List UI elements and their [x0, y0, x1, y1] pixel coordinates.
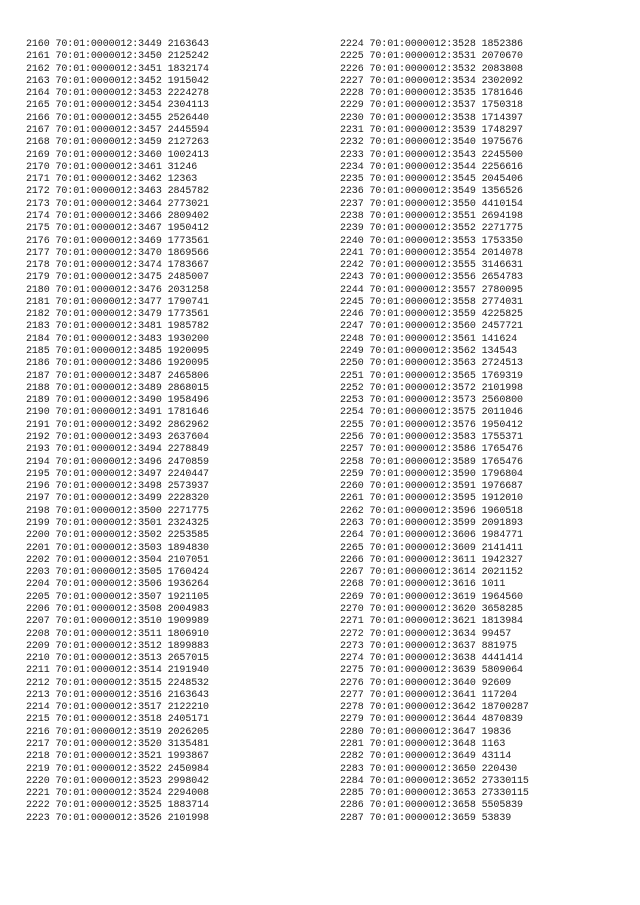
record-row: 2209 70:01:0000012:3512 1899883 — [26, 640, 209, 652]
record-row: 2180 70:01:0000012:3476 2031258 — [26, 284, 209, 296]
record-row: 2183 70:01:0000012:3481 1985782 — [26, 321, 209, 333]
record-row: 2218 70:01:0000012:3521 1993867 — [26, 751, 209, 763]
record-row: 2262 70:01:0000012:3596 1960518 — [340, 505, 523, 517]
record-row: 2181 70:01:0000012:3477 1790741 — [26, 296, 209, 308]
record-row: 2165 70:01:0000012:3454 2304113 — [26, 100, 209, 112]
record-row: 2259 70:01:0000012:3590 1796804 — [340, 468, 523, 480]
record-row: 2250 70:01:0000012:3563 2724513 — [340, 358, 523, 370]
record-row: 2230 70:01:0000012:3538 1714397 — [340, 112, 523, 124]
record-row: 2236 70:01:0000012:3549 1356526 — [340, 186, 523, 198]
record-row: 2276 70:01:0000012:3640 92609 — [340, 677, 512, 689]
record-row: 2270 70:01:0000012:3620 3658285 — [340, 603, 523, 615]
record-row: 2263 70:01:0000012:3599 2091893 — [340, 517, 523, 529]
record-row: 2246 70:01:0000012:3559 4225825 — [340, 309, 523, 321]
record-row: 2251 70:01:0000012:3565 1769319 — [340, 370, 523, 382]
record-row: 2231 70:01:0000012:3539 1748297 — [340, 124, 523, 136]
record-row: 2254 70:01:0000012:3575 2011046 — [340, 407, 523, 419]
record-row: 2207 70:01:0000012:3510 1909989 — [26, 616, 209, 628]
record-row: 2206 70:01:0000012:3508 2004983 — [26, 603, 209, 615]
record-row: 2266 70:01:0000012:3611 1942327 — [340, 554, 523, 566]
record-row: 2176 70:01:0000012:3469 1773561 — [26, 235, 209, 247]
record-row: 2162 70:01:0000012:3451 1832174 — [26, 63, 209, 75]
record-row: 2192 70:01:0000012:3493 2637604 — [26, 432, 209, 443]
record-row: 2243 70:01:0000012:3556 2654783 — [340, 272, 523, 284]
record-row: 2280 70:01:0000012:3647 19836 — [340, 726, 512, 738]
record-row: 2220 70:01:0000012:3523 2998042 — [26, 775, 209, 787]
record-row: 2211 70:01:0000012:3514 2191940 — [26, 665, 209, 677]
record-row: 2271 70:01:0000012:3621 1813984 — [340, 616, 523, 628]
record-row: 2167 70:01:0000012:3457 2445594 — [26, 124, 209, 136]
right-column — [340, 39, 529, 825]
record-row: 2194 70:01:0000012:3496 2470859 — [26, 456, 209, 468]
record-row: 2264 70:01:0000012:3606 1984771 — [340, 530, 523, 542]
record-row: 2241 70:01:0000012:3554 2014078 — [340, 247, 523, 259]
record-row: 2278 70:01:0000012:3642 18700287 — [340, 702, 529, 714]
record-row: 2219 70:01:0000012:3522 2450984 — [26, 763, 209, 775]
record-row: 2166 70:01:0000012:3455 2526440 — [26, 112, 209, 124]
record-row: 2257 70:01:0000012:3586 1765476 — [340, 444, 523, 456]
record-row: 2258 70:01:0000012:3589 1765476 — [340, 456, 523, 468]
record-row: 2240 70:01:0000012:3553 1753350 — [340, 235, 523, 247]
record-row: 2199 70:01:0000012:3501 2324325 — [26, 517, 209, 529]
record-row: 2222 70:01:0000012:3525 1883714 — [26, 800, 209, 812]
record-row: 2212 70:01:0000012:3515 2248532 — [26, 677, 209, 689]
record-row: 2283 70:01:0000012:3650 220430 — [340, 763, 518, 775]
record-row: 2200 70:01:0000012:3502 2253585 — [26, 530, 209, 542]
record-row: 2188 70:01:0000012:3489 2868015 — [26, 382, 209, 394]
record-row: 2284 70:01:0000012:3652 27330115 — [340, 775, 529, 787]
record-row: 2248 70:01:0000012:3561 141624 — [340, 333, 518, 345]
record-row: 2201 70:01:0000012:3503 1894830 — [26, 542, 209, 554]
record-row: 2168 70:01:0000012:3459 2127263 — [26, 137, 209, 149]
record-row: 2234 70:01:0000012:3544 2256616 — [340, 161, 523, 173]
record-row: 2210 70:01:0000012:3513 2657015 — [26, 653, 209, 665]
record-row: 2224 70:01:0000012:3528 1852386 — [340, 39, 523, 50]
record-row: 2186 70:01:0000012:3486 1920095 — [26, 358, 209, 370]
record-row: 2225 70:01:0000012:3531 2070670 — [340, 51, 523, 63]
record-row: 2244 70:01:0000012:3557 2780095 — [340, 284, 523, 296]
record-row: 2256 70:01:0000012:3583 1755371 — [340, 432, 523, 443]
record-row: 2214 70:01:0000012:3517 2122210 — [26, 702, 209, 714]
record-row: 2275 70:01:0000012:3639 5809064 — [340, 665, 523, 677]
left-column — [26, 39, 209, 825]
record-row: 2228 70:01:0000012:3535 1781646 — [340, 88, 523, 100]
record-row: 2255 70:01:0000012:3576 1950412 — [340, 419, 523, 431]
record-row: 2184 70:01:0000012:3483 1930200 — [26, 333, 209, 345]
record-row: 2268 70:01:0000012:3616 1011 — [340, 579, 506, 591]
record-row: 2239 70:01:0000012:3552 2271775 — [340, 223, 523, 235]
record-row: 2164 70:01:0000012:3453 2224278 — [26, 88, 209, 100]
record-row: 2160 70:01:0000012:3449 2163643 — [26, 39, 209, 50]
record-row: 2238 70:01:0000012:3551 2694198 — [340, 210, 523, 222]
record-row: 2229 70:01:0000012:3537 1750318 — [340, 100, 523, 112]
record-row: 2193 70:01:0000012:3494 2278849 — [26, 444, 209, 456]
record-row: 2203 70:01:0000012:3505 1760424 — [26, 567, 209, 579]
record-row: 2182 70:01:0000012:3479 1773561 — [26, 309, 209, 321]
record-row: 2285 70:01:0000012:3653 27330115 — [340, 788, 529, 800]
record-row: 2195 70:01:0000012:3497 2240447 — [26, 468, 209, 480]
record-row: 2174 70:01:0000012:3466 2809402 — [26, 210, 209, 222]
record-row: 2245 70:01:0000012:3558 2774031 — [340, 296, 523, 308]
record-row: 2253 70:01:0000012:3573 2560800 — [340, 395, 523, 407]
record-row: 2269 70:01:0000012:3619 1964560 — [340, 591, 523, 603]
record-row: 2279 70:01:0000012:3644 4870839 — [340, 714, 523, 726]
record-row: 2173 70:01:0000012:3464 2773021 — [26, 198, 209, 210]
record-row: 2272 70:01:0000012:3634 99457 — [340, 628, 512, 640]
record-row: 2215 70:01:0000012:3518 2405171 — [26, 714, 209, 726]
record-row: 2187 70:01:0000012:3487 2465806 — [26, 370, 209, 382]
record-row: 2286 70:01:0000012:3658 5505839 — [340, 800, 523, 812]
record-row: 2213 70:01:0000012:3516 2163643 — [26, 689, 209, 701]
record-row: 2267 70:01:0000012:3614 2021152 — [340, 567, 523, 579]
record-row: 2161 70:01:0000012:3450 2125242 — [26, 51, 209, 63]
record-row: 2221 70:01:0000012:3524 2294008 — [26, 788, 209, 800]
record-row: 2190 70:01:0000012:3491 1781646 — [26, 407, 209, 419]
record-row: 2232 70:01:0000012:3540 1975676 — [340, 137, 523, 149]
record-row: 2265 70:01:0000012:3609 2141411 — [340, 542, 523, 554]
record-row: 2197 70:01:0000012:3499 2228320 — [26, 493, 209, 505]
record-row: 2198 70:01:0000012:3500 2271775 — [26, 505, 209, 517]
record-row: 2172 70:01:0000012:3463 2845782 — [26, 186, 209, 198]
record-row: 2178 70:01:0000012:3474 1783667 — [26, 260, 209, 272]
record-row: 2177 70:01:0000012:3470 1869566 — [26, 247, 209, 259]
record-row: 2287 70:01:0000012:3659 53839 — [340, 812, 512, 824]
record-row: 2223 70:01:0000012:3526 2101998 — [26, 812, 209, 824]
record-row: 2170 70:01:0000012:3461 31246 — [26, 161, 198, 173]
record-row: 2227 70:01:0000012:3534 2302092 — [340, 75, 523, 87]
record-row: 2274 70:01:0000012:3638 4441414 — [340, 653, 523, 665]
record-row: 2205 70:01:0000012:3507 1921105 — [26, 591, 209, 603]
record-row: 2260 70:01:0000012:3591 1976687 — [340, 481, 523, 493]
record-row: 2226 70:01:0000012:3532 2083808 — [340, 63, 523, 75]
record-row: 2204 70:01:0000012:3506 1936264 — [26, 579, 209, 591]
record-row: 2171 70:01:0000012:3462 12363 — [26, 174, 198, 186]
record-row: 2249 70:01:0000012:3562 134543 — [340, 346, 518, 358]
record-row: 2196 70:01:0000012:3498 2573937 — [26, 481, 209, 493]
record-row: 2217 70:01:0000012:3520 3135481 — [26, 739, 209, 751]
record-row: 2202 70:01:0000012:3504 2107051 — [26, 554, 209, 566]
record-row: 2175 70:01:0000012:3467 1950412 — [26, 223, 209, 235]
record-row: 2237 70:01:0000012:3550 4410154 — [340, 198, 523, 210]
record-row: 2208 70:01:0000012:3511 1806910 — [26, 628, 209, 640]
record-row: 2282 70:01:0000012:3649 43114 — [340, 751, 512, 763]
record-row: 2235 70:01:0000012:3545 2045406 — [340, 174, 523, 186]
record-row: 2216 70:01:0000012:3519 2026205 — [26, 726, 209, 738]
record-row: 2273 70:01:0000012:3637 881975 — [340, 640, 518, 652]
record-row: 2233 70:01:0000012:3543 2245500 — [340, 149, 523, 161]
record-row: 2191 70:01:0000012:3492 2862962 — [26, 419, 209, 431]
record-row: 2189 70:01:0000012:3490 1958496 — [26, 395, 209, 407]
record-row: 2277 70:01:0000012:3641 117204 — [340, 689, 518, 701]
record-row: 2247 70:01:0000012:3560 2457721 — [340, 321, 523, 333]
record-row: 2242 70:01:0000012:3555 3146631 — [340, 260, 523, 272]
record-row: 2185 70:01:0000012:3485 1920095 — [26, 346, 209, 358]
record-row: 2281 70:01:0000012:3648 1163 — [340, 739, 506, 751]
record-row: 2261 70:01:0000012:3595 1912010 — [340, 493, 523, 505]
record-row: 2252 70:01:0000012:3572 2101998 — [340, 382, 523, 394]
record-row: 2163 70:01:0000012:3452 1915042 — [26, 75, 209, 87]
record-row: 2179 70:01:0000012:3475 2485007 — [26, 272, 209, 284]
record-row: 2169 70:01:0000012:3460 1002413 — [26, 149, 209, 161]
